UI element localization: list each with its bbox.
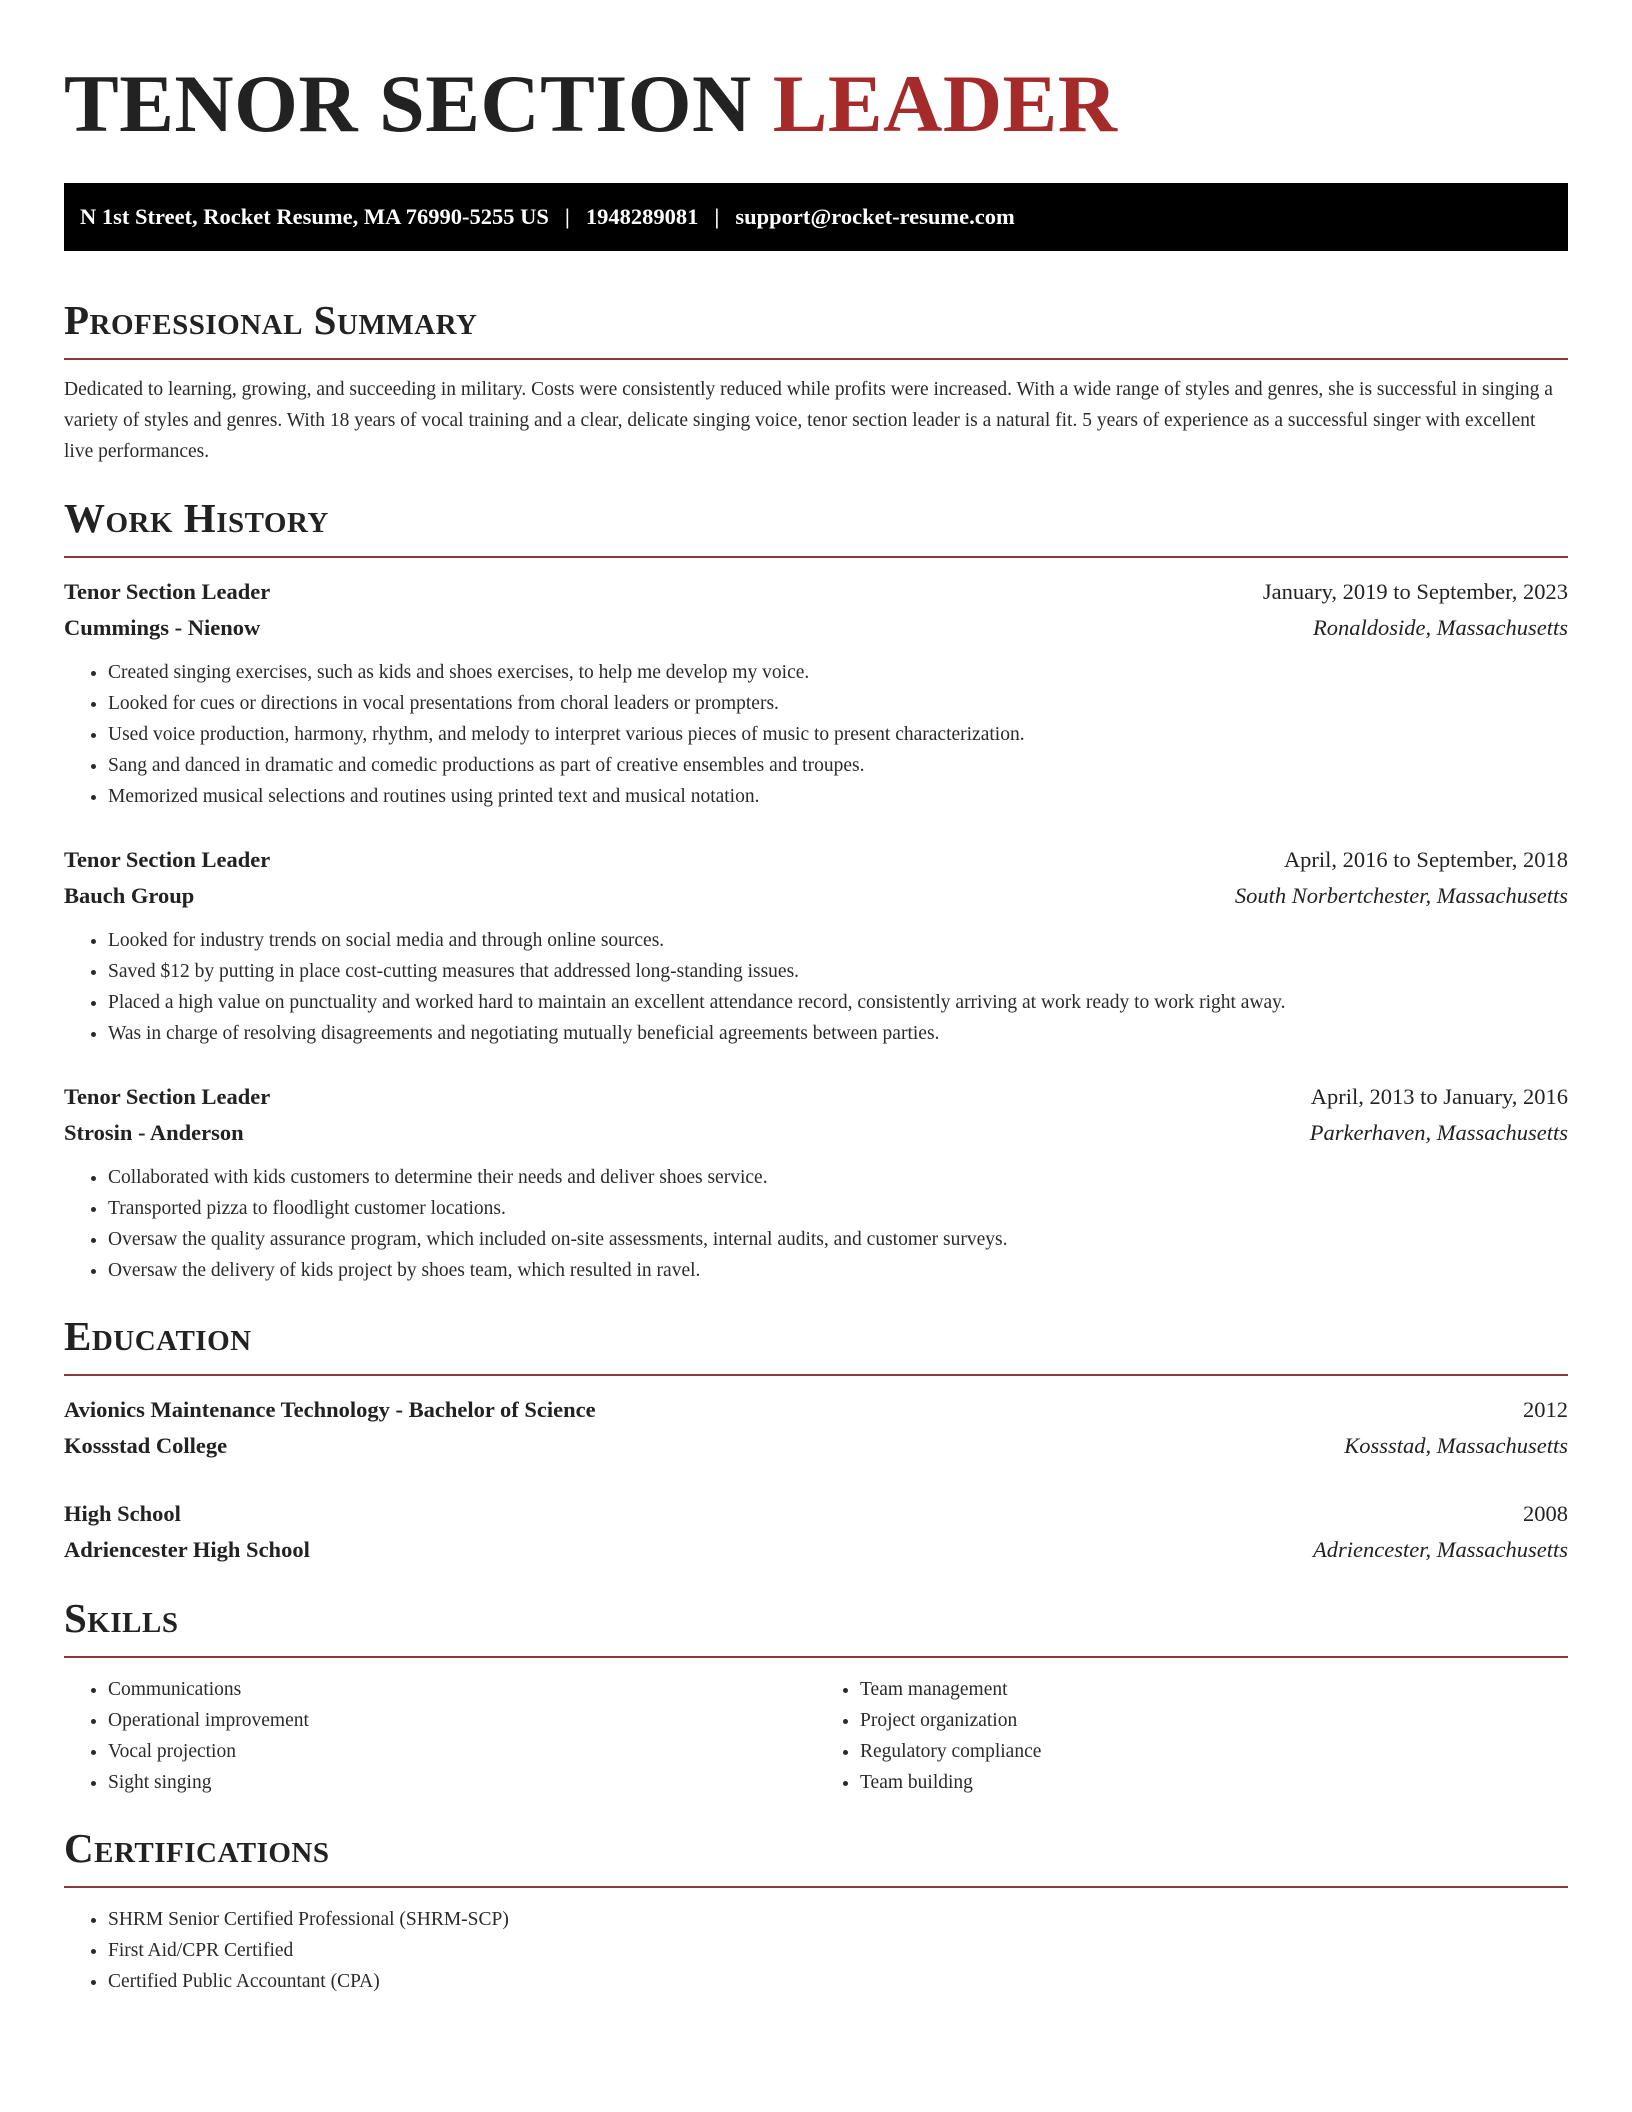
section-divider xyxy=(64,358,1568,360)
skills-section xyxy=(64,1594,1568,1798)
list-item: • Was in charge of resolving disagreements and negotiating mutually beneficial agreements between parties. xyxy=(108,1018,1568,1049)
section-heading-work-history: Work History xyxy=(64,495,329,541)
job-location: Ronaldoside, Massachusetts xyxy=(1313,615,1568,640)
work-history-section xyxy=(64,494,1568,1286)
job-bullets xyxy=(64,1162,1568,1286)
list-item: • Project organization xyxy=(860,1705,1568,1736)
section-heading-skills: Skills xyxy=(64,1595,179,1641)
list-item: • Regulatory compliance xyxy=(860,1736,1568,1767)
section-heading-summary: Professional Summary xyxy=(64,297,478,343)
education-location: Kossstad, Massachusetts xyxy=(1344,1433,1568,1458)
list-item: • Transported pizza to floodlight customer locations. xyxy=(108,1193,1568,1224)
list-item: • Operational improvement xyxy=(108,1705,816,1736)
list-item: • Looked for industry trends on social media and through online sources. xyxy=(108,925,1568,956)
list-item: • Created singing exercises, such as kids and shoes exercises, to help me develop my voice. xyxy=(108,657,1568,688)
education-school: Kossstad College xyxy=(64,1433,228,1458)
list-item: • Team building xyxy=(860,1767,1568,1798)
contact-address: N 1st Street, Rocket Resume, MA 76990-5255 US xyxy=(80,204,549,229)
section-divider xyxy=(64,1374,1568,1376)
list-item: • Memorized musical selections and routines using printed text and musical notation. xyxy=(108,781,1568,812)
job-dates: January, 2019 to September, 2023 xyxy=(1262,579,1568,604)
skills-list-left xyxy=(64,1674,816,1798)
page-title xyxy=(64,0,1568,150)
job-dates: April, 2016 to September, 2018 xyxy=(1283,847,1568,872)
list-item: • Saved $12 by putting in place cost-cutting measures that addressed long-standing issues. xyxy=(108,956,1568,987)
job-entry xyxy=(64,1079,1568,1286)
education-year: 2008 xyxy=(1523,1501,1568,1526)
list-item: • Looked for cues or directions in vocal presentations from choral leaders or prompters. xyxy=(108,688,1568,719)
title-main: TENOR SECTION xyxy=(64,58,752,149)
education-year: 2012 xyxy=(1523,1397,1568,1422)
skills-columns xyxy=(64,1674,1568,1798)
certifications-section xyxy=(64,1824,1568,1997)
section-divider xyxy=(64,1656,1568,1658)
section-divider xyxy=(64,1886,1568,1888)
section-heading-certifications: Certifications xyxy=(64,1825,330,1871)
list-item: • Team management xyxy=(860,1674,1568,1705)
contact-email: support@rocket-resume.com xyxy=(735,204,1015,229)
job-location: South Norbertchester, Massachusetts xyxy=(1234,883,1568,908)
list-item: • SHRM Senior Certified Professional (SHRM-SCP) xyxy=(108,1904,1568,1935)
list-item: • Oversaw the delivery of kids project by shoes team, which resulted in ravel. xyxy=(108,1255,1568,1286)
job-entry xyxy=(64,842,1568,1049)
list-item: • Certified Public Accountant (CPA) xyxy=(108,1966,1568,1997)
list-item: • Sang and danced in dramatic and comedic productions as part of creative ensembles and troupes. xyxy=(108,750,1568,781)
job-company: Bauch Group xyxy=(64,883,195,908)
contact-separator: | xyxy=(564,204,570,229)
contact-separator: | xyxy=(714,204,720,229)
education-location: Adriencester, Massachusetts xyxy=(1313,1537,1568,1562)
job-title: Tenor Section Leader xyxy=(64,847,271,872)
education-degree: High School xyxy=(64,1501,181,1526)
job-bullets xyxy=(64,925,1568,1049)
job-title: Tenor Section Leader xyxy=(64,1084,271,1109)
education-degree: Avionics Maintenance Technology - Bachelor of Science xyxy=(64,1397,596,1422)
section-divider xyxy=(64,556,1568,558)
title-accent: LEADER xyxy=(772,58,1118,149)
education-entry xyxy=(64,1496,1568,1568)
contact-phone: 1948289081 xyxy=(585,204,699,229)
list-item: • Vocal projection xyxy=(108,1736,816,1767)
summary-section xyxy=(64,296,1568,467)
section-heading-education: Education xyxy=(64,1313,252,1359)
education-school: Adriencester High School xyxy=(64,1537,310,1562)
skills-list-right xyxy=(816,1674,1568,1798)
job-title: Tenor Section Leader xyxy=(64,579,271,604)
job-entry xyxy=(64,574,1568,812)
list-item: • Collaborated with kids customers to determine their needs and deliver shoes service. xyxy=(108,1162,1568,1193)
job-dates: April, 2013 to January, 2016 xyxy=(1310,1084,1568,1109)
list-item: • Placed a high value on punctuality and worked hard to maintain an excellent attendance record, consistently arriving at work ready to work right away. xyxy=(108,987,1568,1018)
list-item: • Sight singing xyxy=(108,1767,816,1798)
summary-text: Dedicated to learning, growing, and succeeding in military. Costs were consistently reduced while profits were increased. With a wide range of styles and genres, she is successful in singing a variety of styles and genres. With 18 years of vocal training and a clear, delicate singing voice, tenor section leader is a natural fit. 5 years of experience as a successful singer with excellent live performances. xyxy=(64,379,1553,462)
list-item: • Oversaw the quality assurance program, which included on-site assessments, internal audits, and customer surveys. xyxy=(108,1224,1568,1255)
list-item: • Communications xyxy=(108,1674,816,1705)
education-section xyxy=(64,1312,1568,1568)
job-bullets xyxy=(64,657,1568,812)
contact-bar xyxy=(64,183,1568,251)
certifications-list xyxy=(64,1904,1568,1997)
job-company: Cummings - Nienow xyxy=(64,615,261,640)
list-item: • First Aid/CPR Certified xyxy=(108,1935,1568,1966)
job-location: Parkerhaven, Massachusetts xyxy=(1309,1120,1568,1145)
job-company: Strosin - Anderson xyxy=(64,1120,244,1145)
list-item: • Used voice production, harmony, rhythm, and melody to interpret various pieces of music to present characterization. xyxy=(108,719,1568,750)
education-entry xyxy=(64,1392,1568,1464)
